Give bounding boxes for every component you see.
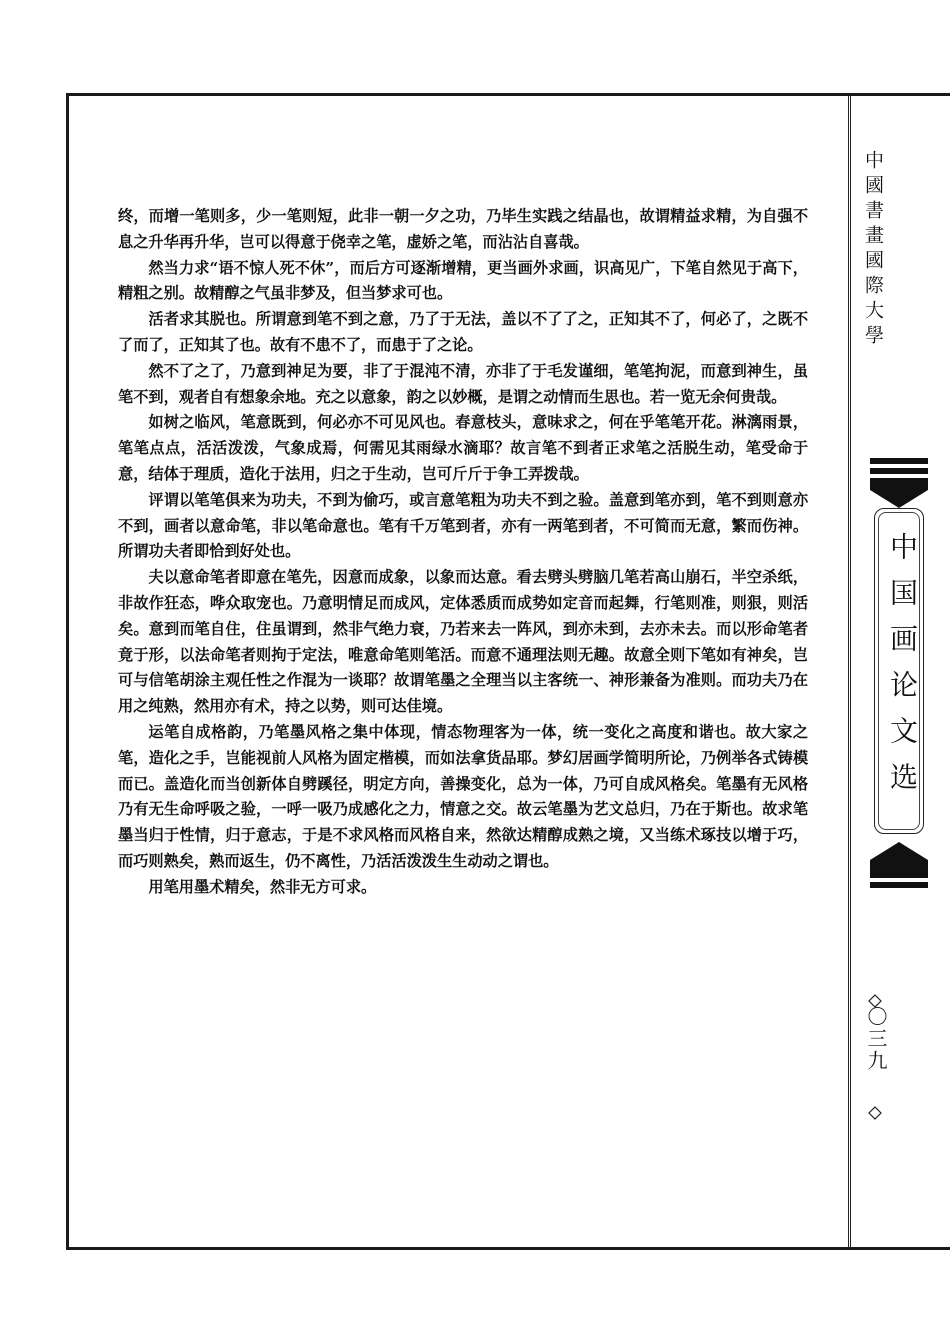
- paragraph-5: 如树之临风，笔意既到，何必亦不可见风也。春意枝头，意味求之，何在乎笔笔开花。淋漓雨景，笔笔点点，活活泼泼，气象成焉，何需见其雨绿水滴耶？故言笔不到者正求笔之活脱生动，笔受命于意，结体于理质，造化于法用，归之于生动，岂可斤斤于争工弄拨哉。: [118, 413, 808, 483]
- paragraph-8: 运笔自成格韵，乃笔墨风格之集中体现，情态物理客为一体，统一变化之高度和谐也。故大家之笔，造化之手，岂能视前人风格为固定楷模，而如法拿货品耶。梦幻居画学简明所论，乃例举各式铸模而已。盖造化而当创新体自劈蹊径，明定方向，善操变化，总为一体，乃可自成风格矣。笔墨有无风格乃有无生命呼吸之验，一呼一吸乃成感化之力，情意之交。故云笔墨为艺文总归，乃在于斯也。故求笔墨当归于性情，归于意志，于是不求风格而风格自来，然欲达精醇成熟之境，又当练术琢技以增于巧，而巧则熟矣，熟而返生，仍不离性，乃活活泼泼生生动动之谓也。: [118, 722, 808, 870]
- paragraph-3: 活者求其脱也。所谓意到笔不到之意，乃了于无法，盖以不了了之，正知其不了，何必了，之既不了而了，正知其了也。故有不患不了，而患于了之论。: [118, 310, 808, 354]
- series-title: 中國書畫國際大學: [862, 150, 884, 350]
- margin-rule: [850, 96, 851, 1248]
- paragraph-6: 评谓以笔笔俱来为功夫，不到为偷巧，或言意笔粗为功夫不到之验。盖意到笔亦到，笔不到则意亦不到，画者以意命笔，非以笔命意也。笔有千万笔到者，亦有一两笔到者，不可简而无意，繁而伤神。所谓功夫者即恰到好处也。: [118, 490, 808, 561]
- paragraph-9: 用笔用墨术精矣，然非无方可求。: [148, 877, 377, 896]
- paragraph-1: 终，而增一笔则多，少一笔则短，此非一朝一夕之功，乃毕生实践之结晶也，故谓精益求精，为自强不息之升华再升华，岂可以得意于侥幸之笔，虚娇之笔，而沾沾自喜哉。: [118, 207, 808, 251]
- page-number: 〇三九: [864, 1006, 888, 1072]
- paragraph-7: 夫以意命笔者即意在笔先，因意而成象，以象而达意。看去劈头劈脑几笔若高山崩石，半空杀纸，非故作狂态，哗众取宠也。乃意明情足而成风，定体悉质而成势如定音而起舞，行笔则准，则狠，则活矣。意到而笔自住，住虽谓到，然非气绝力衰，乃若来去一阵风，到亦未到，去亦未去。而以形命笔者竟于形，以法命笔者则拘于定法，唯意命笔则笔活。而意不通理法则无趣。故意全则下笔如有神矣，岂可与信笔胡涂主观任性之作混为一谈耶？故谓笔墨之全理当以主客统一、神形兼备为准则。而功夫乃在用之纯熟，然用亦有术，持之以势，则可达佳境。: [118, 568, 808, 716]
- ornament-bar: [870, 458, 928, 464]
- paragraph-4: 然不了之了，乃意到神足为要，非了于混沌不清，亦非了于毛发谨细，笔笔拘泥，而意到神生，虽笔不到，观者自有想象余地。充之以意象，韵之以妙概，是谓之动情而生思也。若一览无余何贵哉。: [118, 361, 808, 406]
- margin-rule: [848, 96, 849, 1248]
- ornament-chevron-top: [870, 478, 928, 508]
- book-title: 中国画论文选: [886, 532, 919, 808]
- main-text: [118, 204, 808, 901]
- ornament-bar: [870, 872, 928, 878]
- ornament-chevron-bottom: [870, 842, 928, 872]
- diamond-icon: [868, 1106, 882, 1120]
- ornament-bar: [870, 882, 928, 888]
- ornament-bar: [870, 468, 928, 474]
- paragraph-2: 然当力求“语不惊人死不休”，而后方可逐渐增精，更当画外求画，识高见广，下笔自然见于高下，精粗之别。故精醇之气虽非梦及，但当梦求可也。: [118, 258, 808, 303]
